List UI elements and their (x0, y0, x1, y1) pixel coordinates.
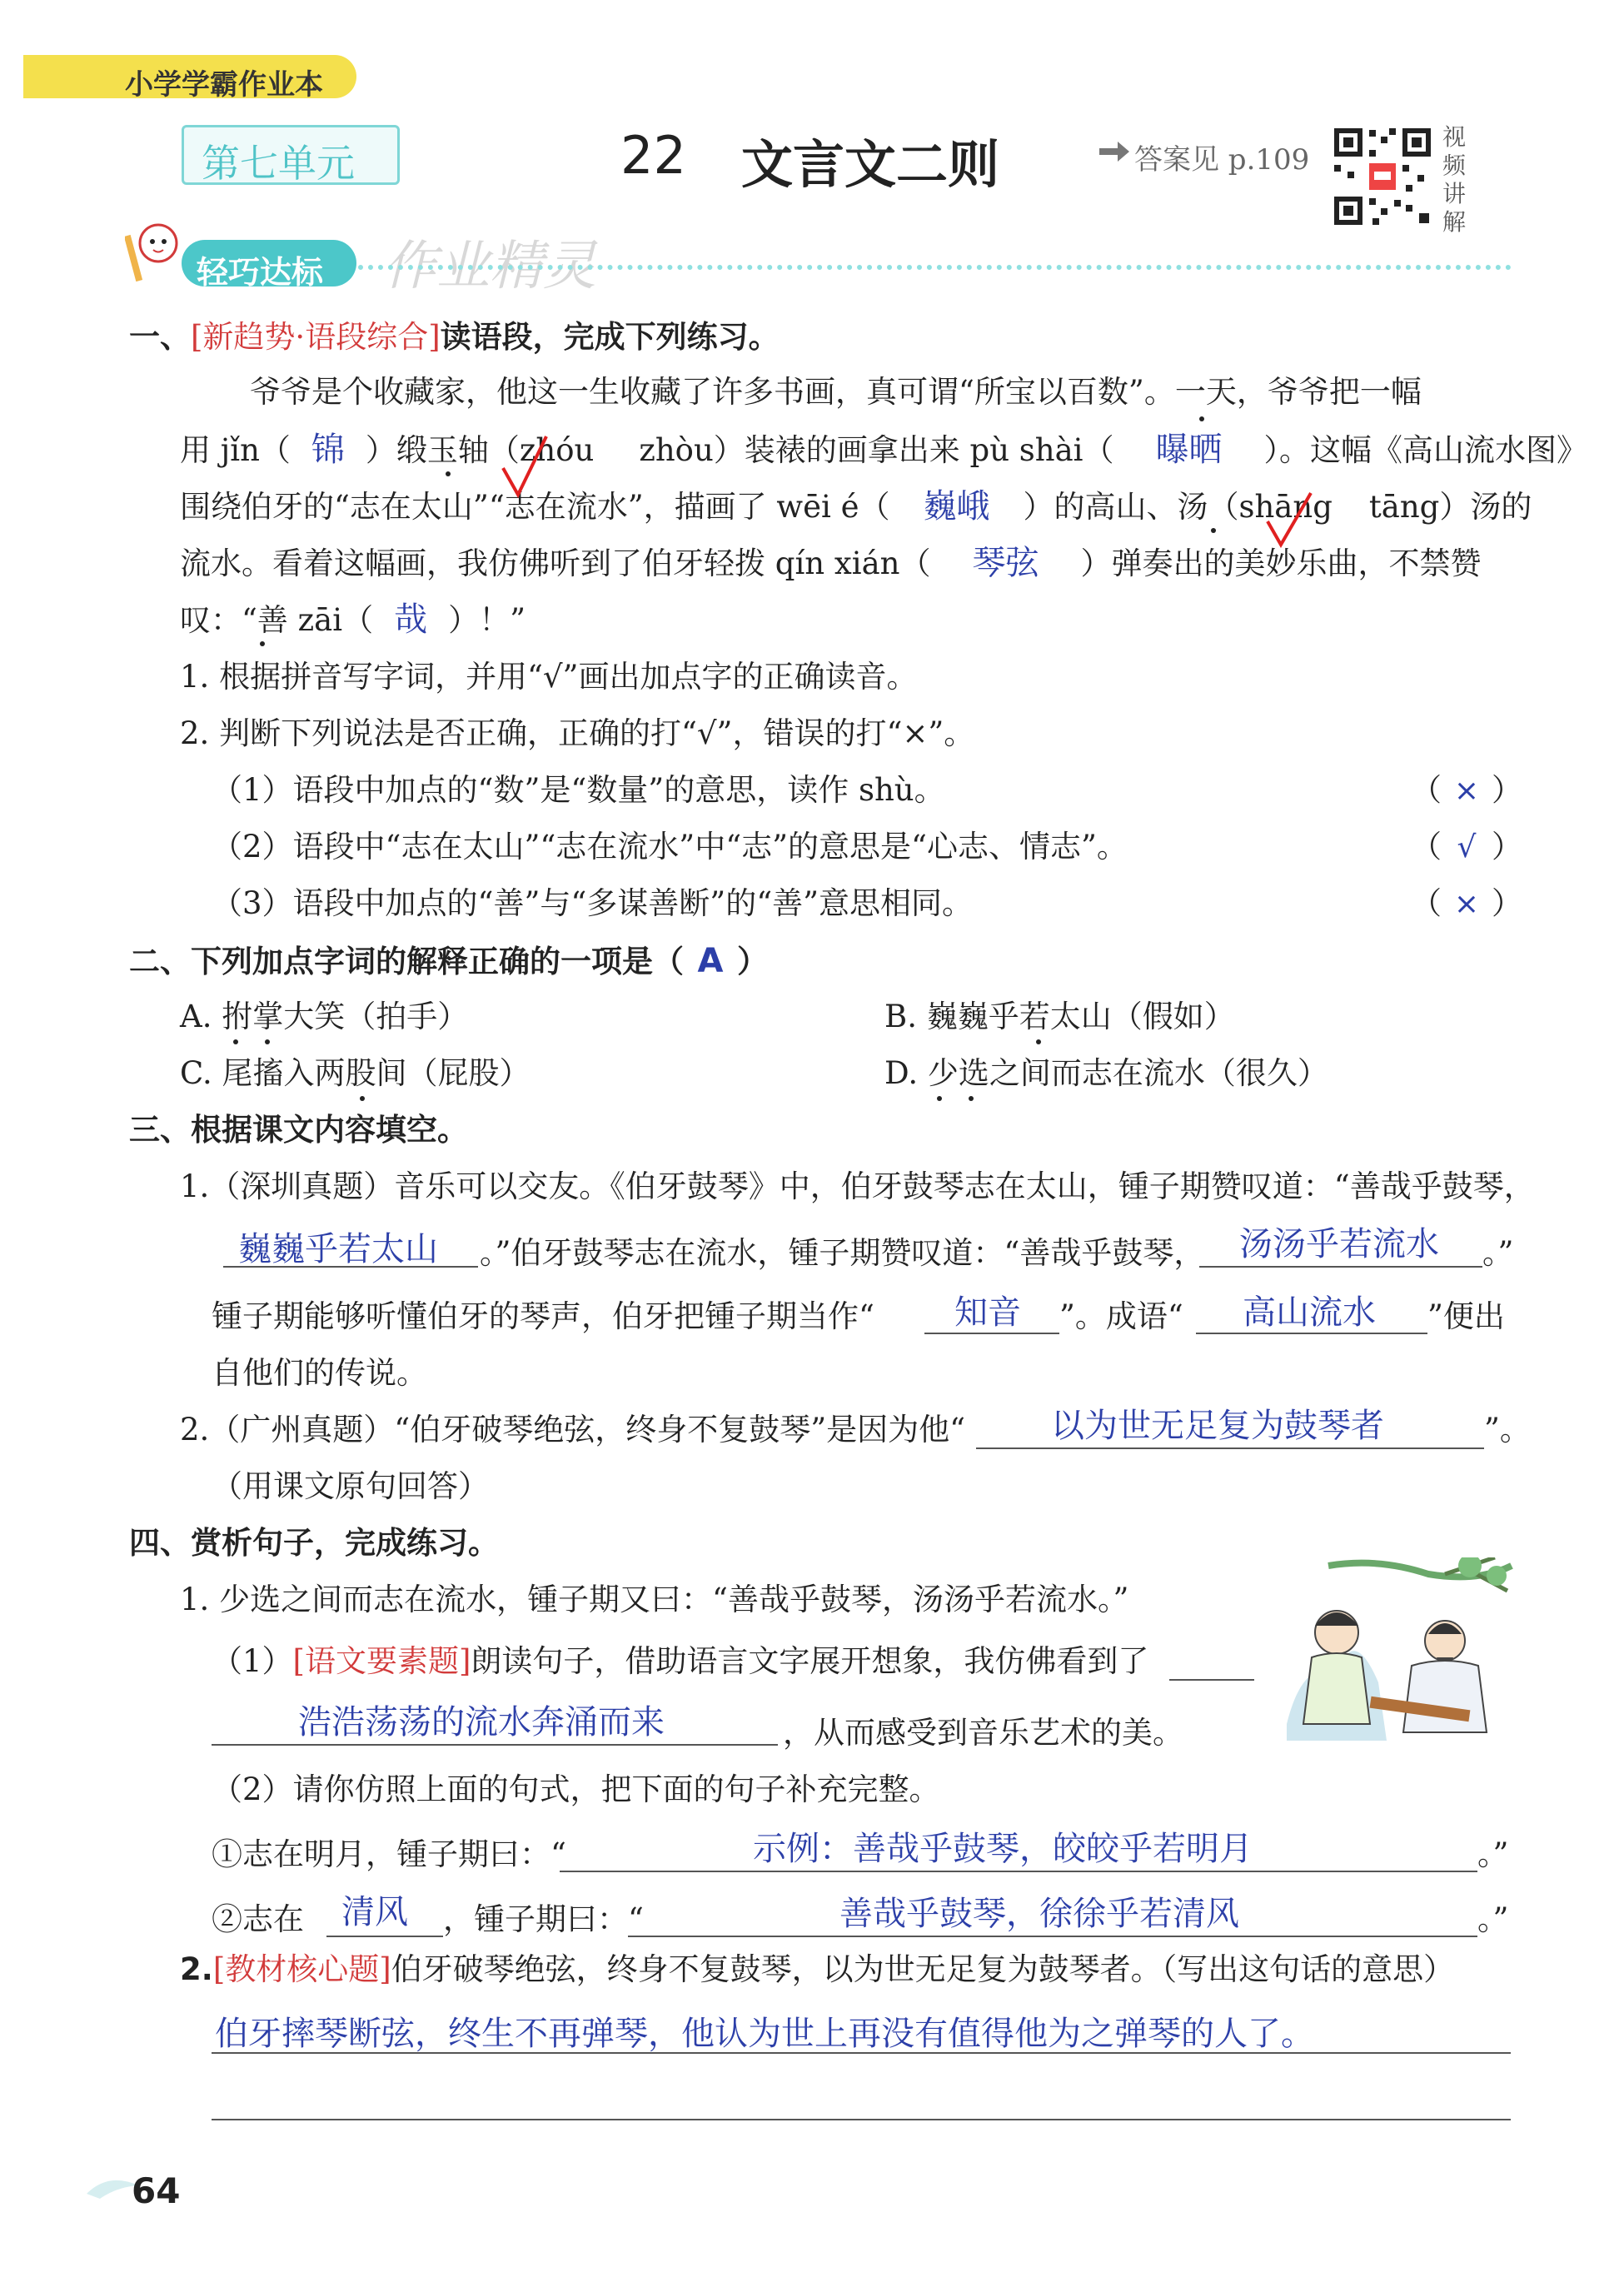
emphasis-dot (233, 1039, 238, 1044)
q4-c2b: ，锺子期曰：“ (443, 1901, 644, 1937)
q3-s2-b: ”。 (1484, 1412, 1531, 1447)
passage-line-1: 爷爷是个收藏家，他这一生收藏了许多书画，真可谓“所宝以百数”。一天，爷爷把一幅 (250, 374, 1422, 410)
check-mark-icon (1264, 490, 1314, 550)
emphasis-dot (446, 471, 451, 476)
qr-code-icon[interactable] (1331, 125, 1434, 228)
watermark-text: 作业精灵 (383, 236, 596, 297)
emphasis-dot (360, 1096, 365, 1101)
q4-s2: 2.[教材核心题]伯牙破琴绝弦，终身不复鼓琴，以为世无足复为鼓琴者。（写出这句话的意思） (180, 1951, 1455, 1987)
illustration-boya-ziqi (1278, 1557, 1520, 1749)
q3-s2-a: 2.（广州真题）“伯牙破琴绝弦，终身不复鼓琴”是因为他“ (180, 1412, 966, 1447)
q2-option-a: A. 拊掌大笑（拍手） (180, 999, 469, 1034)
answer-text: 知音 (954, 1293, 1021, 1332)
q3-s1-line3b: ”。成语“ (1059, 1298, 1183, 1334)
q3-s2-c: （用课文原句回答） (212, 1468, 489, 1504)
q4-c1b: 。” (1477, 1836, 1509, 1872)
q3-s1-line2-text: 。”伯牙鼓琴志在流水，锺子期赞叹道：“善哉乎鼓琴， (480, 1235, 1205, 1271)
judge-item-1: （1）语段中加点的“数”是“数量”的意思，读作 shù。 (212, 772, 945, 808)
blank-line (326, 1936, 443, 1937)
q4-heading: 四、赏析句子，完成练习。 (129, 1525, 499, 1561)
judge-paren-2: （ √ ） (1411, 829, 1522, 864)
emphasis-dot (260, 641, 265, 646)
check-mark-icon (500, 433, 550, 500)
judge-paren-1: （ × ） (1411, 772, 1522, 808)
passage-line-3: 围绕伯牙的“志在太山”“志在流水”，描画了 wēi é（ 巍峨 ）的高山、汤（shāng tāng）汤的 (180, 487, 1532, 526)
q3-s1-line3a: 锺子期能够听懂伯牙的琴声，伯牙把锺子期当作“ (212, 1298, 874, 1334)
blank-line (212, 1744, 778, 1746)
answer-text: 以为世无足复为鼓琴者 (1051, 1407, 1384, 1445)
q4-s1: 1. 少选之间而志在流水，锺子期又曰：“善哉乎鼓琴，汤汤乎若流水。” (180, 1582, 1129, 1617)
page-number: 64 (132, 2170, 181, 2211)
blank-line (1199, 1266, 1482, 1268)
answer-text: 善哉乎鼓琴，徐徐乎若清风 (839, 1895, 1239, 1933)
q4-c2c: 。” (1477, 1901, 1509, 1937)
q2-option-c: C. 尾搐入两股间（屁股） (180, 1055, 531, 1091)
q1-heading: 一、[新趋势·语段综合]读语段，完成下列练习。 (129, 319, 780, 355)
answer-text: 高山流水 (1243, 1293, 1376, 1332)
q4-p1-line1: （1）[语文要素题]朗读句子，借助语言文字展开想象，我仿佛看到了 (212, 1643, 1149, 1679)
emphasis-dot (265, 1039, 270, 1044)
blank-line (1169, 1679, 1254, 1681)
lesson-number: 22 (620, 125, 686, 186)
mascot-icon (125, 218, 185, 285)
judge-item-2: （2）语段中“志在太山”“志在流水”中“志”的意思是“心志、情志”。 (212, 829, 1128, 864)
passage-line-2: 用 jǐn（ 锦 ）缎玉轴（zhóu zhòu）装裱的画拿出来 pù shài（ 曝晒 ）。这幅《高山流水图》 (180, 431, 1588, 469)
emphasis-dot (1036, 1039, 1041, 1044)
section-badge: 轻巧达标 (197, 254, 324, 291)
judge-item-3: （3）语段中加点的“善”与“多谋善断”的“善”意思相同。 (212, 885, 974, 921)
dotted-divider (358, 265, 1512, 270)
q4-p1-end: ，从而感受到音乐艺术的美。 (783, 1715, 1183, 1751)
answer-reference: 答案见 p.109 (1134, 143, 1310, 177)
q4-p2: （2）请你仿照上面的句式，把下面的句子补充完整。 (212, 1771, 940, 1807)
q3-s1-line4: 自他们的传说。 (212, 1355, 427, 1391)
q4-c1a: ①志在明月，锺子期曰：“ (212, 1836, 566, 1872)
video-label: 视 频 讲 解 (1442, 123, 1467, 236)
emphasis-dot (937, 1096, 942, 1101)
emphasis-dot (1211, 528, 1216, 533)
book-title: 小学学霸作业本 (125, 68, 323, 102)
blank-line (212, 2052, 1511, 2054)
blank-line (628, 1936, 1477, 1937)
blank-line (560, 1871, 1477, 1872)
answer-text: 伯牙摔琴断弦，终生不再弹琴，他认为世上再没有值得他为之弹琴的人了。 (215, 2015, 1314, 2053)
unit-label: 第七单元 (202, 141, 355, 186)
q1-sub2: 2. 判断下列说法是否正确，正确的打“√”，错误的打“×”。 (180, 715, 975, 751)
answer-text: 巍巍乎若太山 (238, 1230, 438, 1268)
passage-line-5: 叹：“善 zāi（ 哉 ）！” (180, 600, 526, 639)
blank-line (212, 2119, 1511, 2120)
answer-text: 浩浩荡荡的流水奔涌而来 (298, 1703, 665, 1741)
q3-s1-line1: 1.（深圳真题）音乐可以交友。《伯牙鼓琴》中，伯牙鼓琴志在太山，锺子期赞叹道：“善哉乎鼓琴， (180, 1168, 1535, 1204)
q3-heading: 三、根据课文内容填空。 (129, 1112, 468, 1148)
q2-option-d: D. 少选之间而志在流水（很久） (884, 1055, 1328, 1091)
passage-line-4: 流水。看着这幅画，我仿佛听到了伯牙轻拨 qín xián（ 琴弦 ）弹奏出的美妙乐曲，不禁赞 (180, 544, 1482, 582)
q2-option-b: B. 巍巍乎若太山（假如） (884, 999, 1235, 1034)
emphasis-dot (969, 1096, 974, 1101)
arrow-icon (1098, 140, 1131, 163)
lesson-title: 文言文二则 (741, 134, 1000, 195)
q2-heading: 二、下列加点字词的解释正确的一项是（ A ） (129, 942, 768, 980)
answer-text: 清风 (341, 1893, 408, 1931)
judge-paren-3: （ × ） (1411, 885, 1522, 921)
q4-c2a: ②志在 (212, 1901, 304, 1937)
blank-line (976, 1447, 1484, 1449)
q1-sub1: 1. 根据拼音写字词，并用“√”画出加点字的正确读音。 (180, 659, 918, 695)
emphasis-dot (1199, 416, 1204, 421)
q3-s1-line3c: ”便出 (1427, 1298, 1505, 1334)
q3-s1-line2-end: 。” (1482, 1235, 1514, 1271)
answer-text: 示例：善哉乎鼓琴，皎皎乎若明月 (753, 1830, 1253, 1868)
answer-text: 汤汤乎若流水 (1239, 1225, 1439, 1263)
